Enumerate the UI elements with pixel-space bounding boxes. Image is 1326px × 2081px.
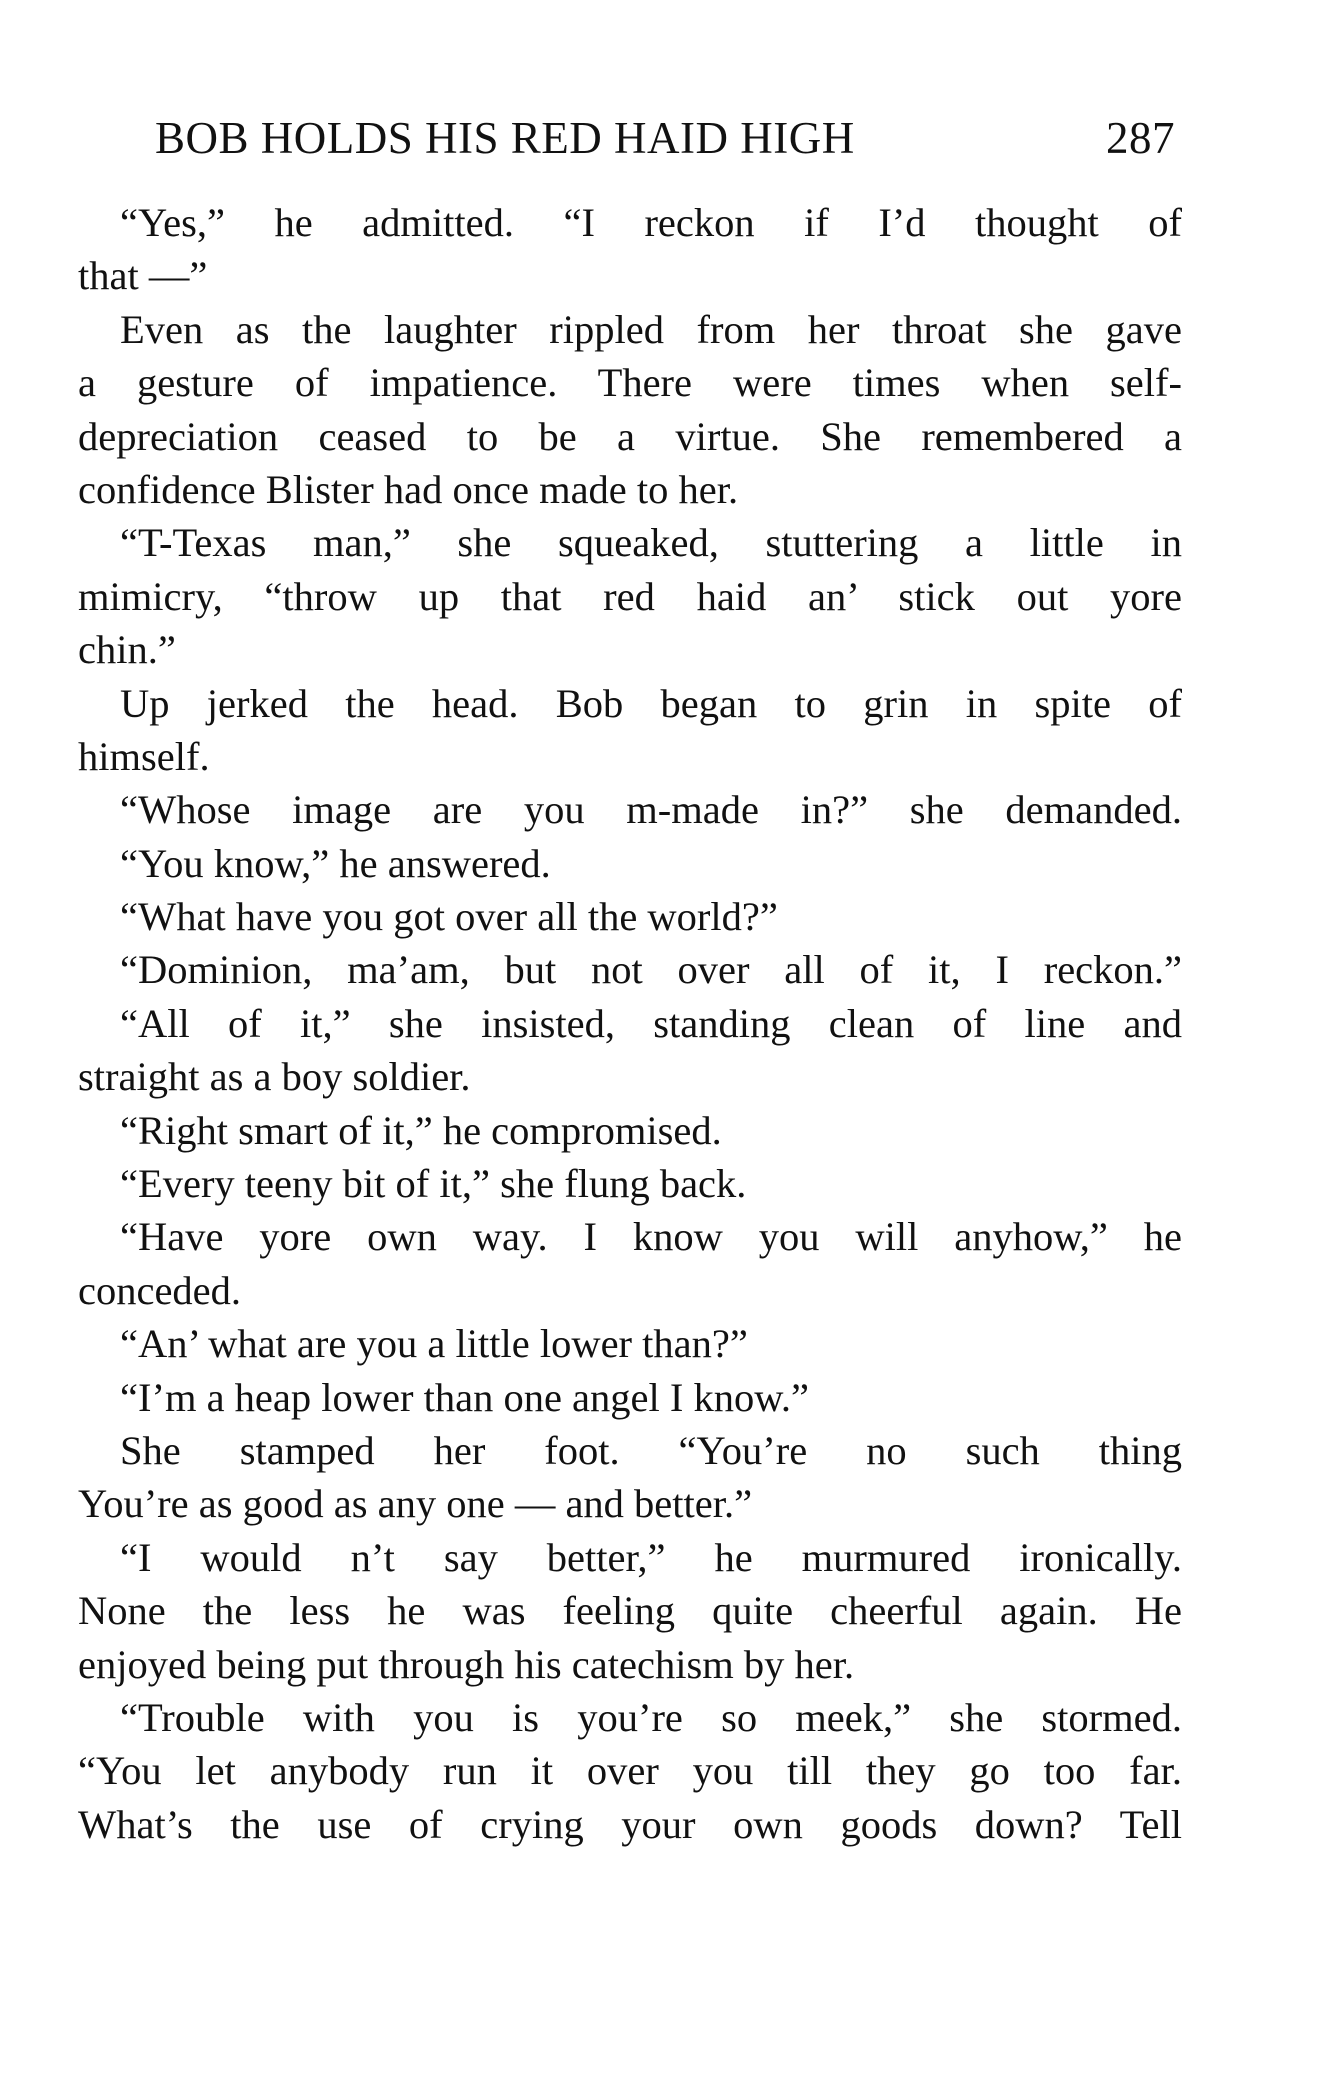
text-line: “You let anybody run it over you till they go too far. bbox=[78, 1748, 1182, 1794]
page-number: 287 bbox=[1106, 113, 1175, 163]
text-line: “Every teeny bit of it,” she flung back. bbox=[120, 1161, 747, 1207]
running-head bbox=[155, 112, 1175, 172]
text-line: Up jerked the head. Bob began to grin in spite of bbox=[120, 680, 1182, 726]
text-line: “T-Texas man,” she squeaked, stuttering a little in bbox=[120, 520, 1182, 566]
text-line: “You know,” he answered. bbox=[120, 840, 551, 886]
text-line: confidence Blister had once made to her. bbox=[78, 466, 739, 512]
text-line: straight as a boy soldier. bbox=[78, 1054, 471, 1100]
text-line: chin.” bbox=[78, 627, 176, 673]
text-line: “All of it,” she insisted, standing clean of line and bbox=[120, 1000, 1182, 1046]
text-line: depreciation ceased to be a virtue. She remembered a bbox=[78, 413, 1182, 459]
text-line: “Right smart of it,” he compromised. bbox=[120, 1107, 722, 1153]
text-line: a gesture of impatience. There were times when self- bbox=[78, 360, 1182, 406]
text-line: “Whose image are you m-made in?” she demanded. bbox=[120, 787, 1182, 833]
text-line: conceded. bbox=[78, 1267, 242, 1313]
text-line: “I’m a heap lower than one angel I know.” bbox=[120, 1374, 809, 1420]
body-text bbox=[78, 196, 1182, 1851]
text-line: None the less he was feeling quite cheerful again. He bbox=[78, 1588, 1182, 1634]
chapter-title: BOB HOLDS HIS RED HAID HIGH bbox=[155, 113, 855, 163]
text-line: “Yes,” he admitted. “I reckon if I’d thought of bbox=[120, 200, 1182, 245]
text-line: enjoyed being put through his catechism by her. bbox=[78, 1641, 855, 1687]
text-line: She stamped her foot. “You’re no such thing bbox=[120, 1427, 1182, 1473]
text-line: Even as the laughter rippled from her throat she gave bbox=[120, 306, 1182, 352]
text-line: “An’ what are you a little lower than?” bbox=[120, 1321, 748, 1367]
text-line: himself. bbox=[78, 733, 210, 779]
text-line: that —” bbox=[78, 253, 208, 299]
text-line: You’re as good as any one — and better.” bbox=[78, 1481, 753, 1527]
text-line: “Have yore own way. I know you will anyhow,” he bbox=[120, 1214, 1182, 1260]
text-line: “I would n’t say better,” he murmured ironically. bbox=[120, 1534, 1182, 1580]
text-line: What’s the use of crying your own goods down? Tell bbox=[78, 1801, 1182, 1847]
text-line: mimicry, “throw up that red haid an’ stick out yore bbox=[78, 573, 1182, 619]
text-line: “What have you got over all the world?” bbox=[120, 894, 778, 940]
text-line: “Trouble with you is you’re so meek,” she stormed. bbox=[120, 1694, 1182, 1740]
text-line: “Dominion, ma’am, but not over all of it, I reckon.” bbox=[120, 947, 1182, 993]
